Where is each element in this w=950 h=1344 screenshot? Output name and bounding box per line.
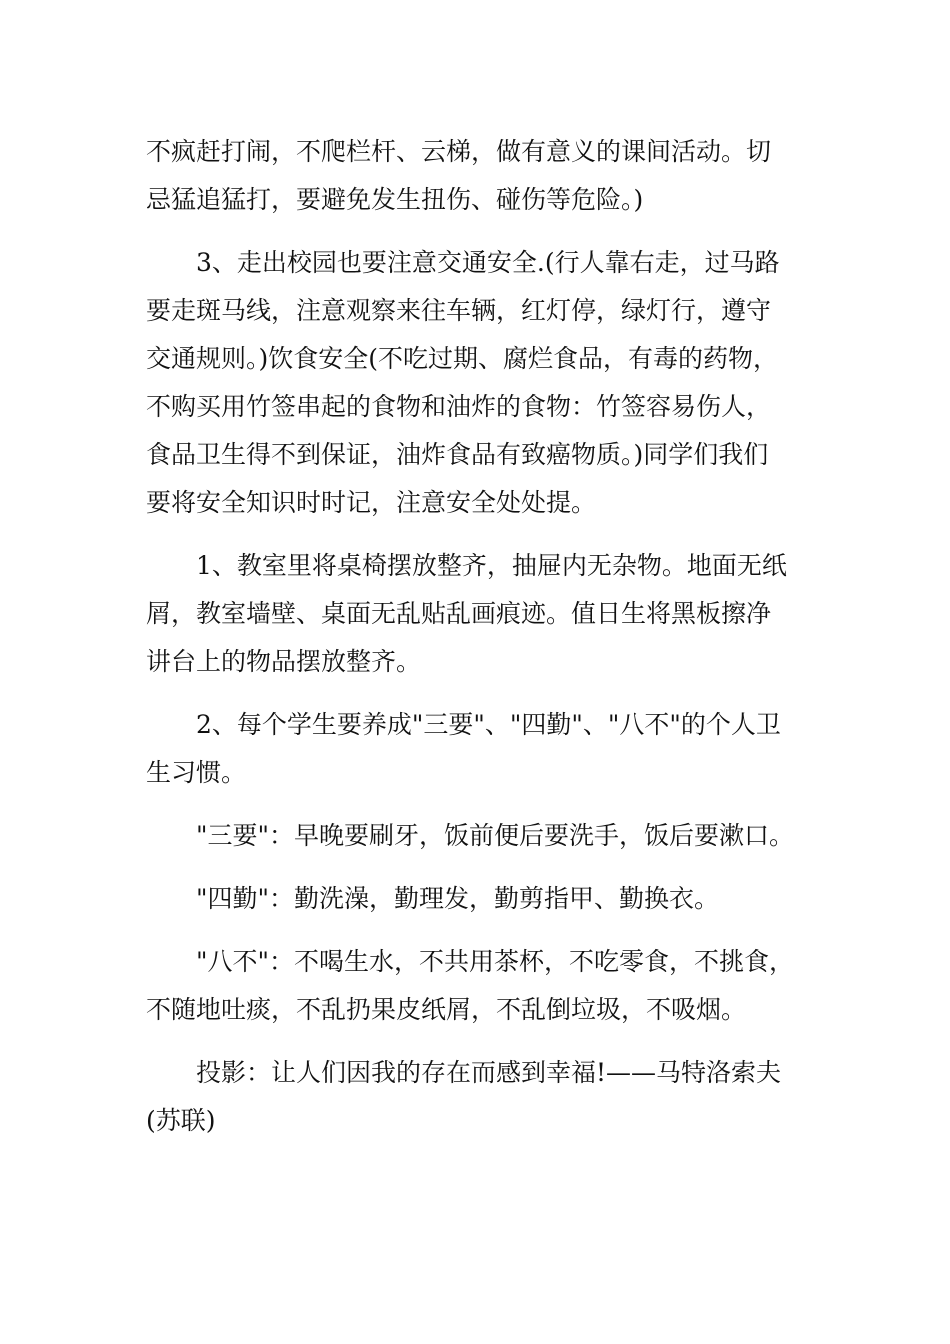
text-line: 忌猛追猛打，要避免发生扭伤、碰伤等危险。): [146, 185, 644, 214]
text-line: 讲台上的物品摆放整齐。: [146, 647, 422, 676]
text-line: 投影：让人们因我的存在而感到幸福!——马特洛索夫: [196, 1058, 782, 1087]
text-line: 要将安全知识时时记，注意安全处处提。: [146, 488, 597, 517]
text-line: 屑，教室墙壁、桌面无乱贴乱画痕迹。值日生将黑板擦净: [146, 599, 772, 628]
text-line: "三要"：早晚要刷牙，饭前便后要洗手，饭后要漱口。: [196, 821, 795, 850]
text-line: 不购买用竹签串起的食物和油炸的食物：竹签容易伤人，: [146, 392, 772, 421]
text-line: 3、走出校园也要注意交通安全.(行人靠右走，过马路: [196, 248, 780, 277]
text-line: 要走斑马线，注意观察来往车辆，红灯停，绿灯行，遵守: [146, 296, 772, 325]
text-line: 不随地吐痰，不乱扔果皮纸屑，不乱倒垃圾，不吸烟。: [146, 995, 747, 1024]
text-line: "四勤"：勤洗澡，勤理发，勤剪指甲、勤换衣。: [196, 884, 719, 913]
text-line: 交通规则。)饮食安全(不吃过期、腐烂食品，有毒的药物，: [146, 344, 779, 373]
document-body: [146, 128, 826, 1145]
text-line: 1、教室里将桌椅摆放整齐，抽屉内无杂物。地面无纸: [196, 551, 787, 580]
text-line: (苏联): [146, 1106, 216, 1135]
text-line: 2、每个学生要养成"三要"、"四勤"、"八不"的个人卫: [196, 710, 781, 739]
text-line: "八不"：不喝生水，不共用茶杯，不吃零食，不挑食，: [196, 947, 795, 976]
text-line: 食品卫生得不到保证，油炸食品有致癌物质。)同学们我们: [146, 440, 769, 469]
text-line: 生习惯。: [146, 758, 247, 787]
text-line: 不疯赶打闹，不爬栏杆、云梯，做有意义的课间活动。切: [146, 137, 772, 166]
